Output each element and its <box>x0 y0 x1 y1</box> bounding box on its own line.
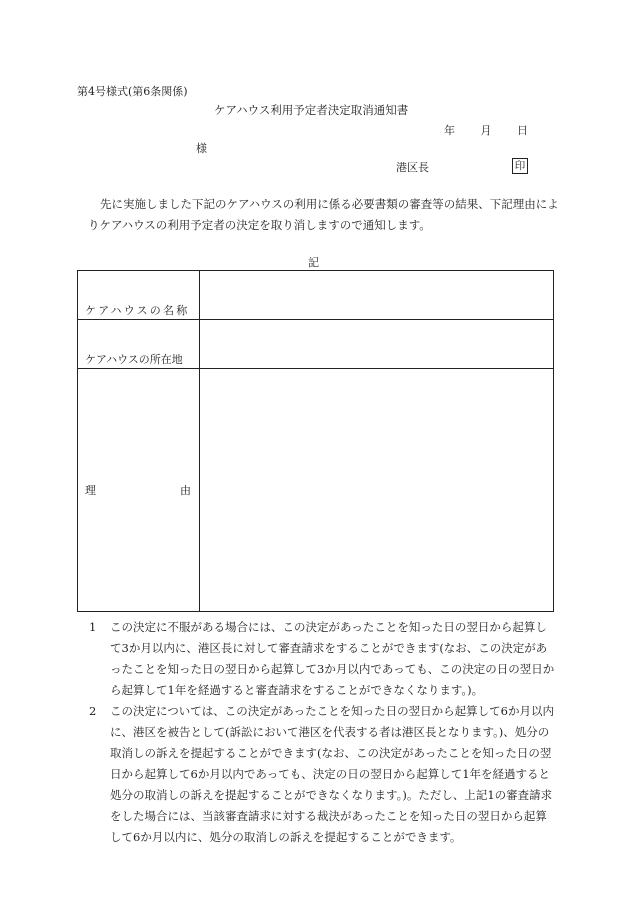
reason-label <box>78 485 199 496</box>
label-cell <box>78 271 200 320</box>
reason-label-left: 理 <box>85 483 96 497</box>
care-house-address-value[interactable] <box>200 320 554 369</box>
table-row-reason <box>78 369 554 612</box>
label-cell <box>78 369 200 612</box>
care-house-name-value[interactable] <box>200 271 554 320</box>
date-line <box>444 125 528 136</box>
note-number: 2 <box>89 704 97 718</box>
note-number: 1 <box>89 620 97 634</box>
notes-list <box>88 617 558 848</box>
issuer-name: 港区長 <box>396 161 429 174</box>
date-day-label: 日 <box>517 124 528 137</box>
form-number: 第4号様式(第6条関係) <box>77 85 188 98</box>
table-row-name <box>78 271 554 320</box>
care-house-name-label: ケアハウスの名称 <box>85 304 190 317</box>
date-month-label: 月 <box>480 124 492 137</box>
date-year-label: 年 <box>444 124 455 137</box>
ki-heading: 記 <box>308 256 319 269</box>
notice-body: 先に実施しました下記のケアハウスの利用に係る必要書類の審査等の結果、下記理由によりケアハウスの利用予定者の決定を取り消しますので通知します。 <box>88 197 559 232</box>
addressee-suffix: 様 <box>196 142 207 155</box>
reason-value[interactable] <box>200 369 554 612</box>
note-text: この決定に不服がある場合には、この決定があったことを知った日の翌日から起算して3か月以内に、港区長に対して審査請求をすることができます(なお、この決定があったことを知った日の翌日から起算して3か月以内であっても、この決定の日の翌日から起算して1年を経過すると審査請求をすることができなくなります。)。 <box>110 620 555 697</box>
label-cell <box>78 320 200 369</box>
note-item <box>88 701 558 848</box>
reason-label-right: 由 <box>180 483 191 497</box>
note-item <box>88 617 558 701</box>
document-title: ケアハウス利用予定者決定取消通知書 <box>214 103 409 117</box>
seal-mark: 印 <box>512 158 528 174</box>
care-house-address-label: ケアハウスの所在地 <box>85 353 183 366</box>
details-table <box>77 270 554 612</box>
table-row-address <box>78 320 554 369</box>
note-text: この決定については、この決定があったことを知った日の翌日から起算して6か月以内に、港区を被告として(訴訟において港区を代表する者は港区長となります。)、処分の取消しの訴えを提起することができます(なお、この決定があったことを知った日の翌日から起算して6か月以内であっても、決定の日の翌日から起算して1年を経過すると処分の取消しの訴えを提起することができなくなります。)。ただし、上記1の審査請求をした場合には、当該審査請求に対する裁決があったことを知った日の翌日から起算して6か月以内に、処分の取消しの訴えを提起することができます。 <box>110 704 554 844</box>
